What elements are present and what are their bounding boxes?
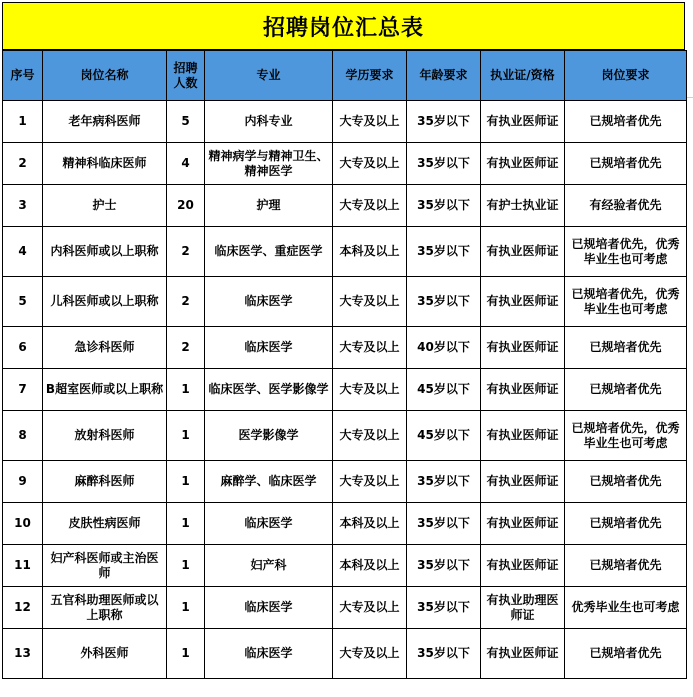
row-count: 20 xyxy=(167,185,205,227)
row-position: 护士 xyxy=(43,185,167,227)
table-row xyxy=(3,143,687,185)
row-position: 儿科医师或以上职称 xyxy=(43,277,167,327)
table-row xyxy=(3,327,687,369)
row-education: 本科及以上 xyxy=(333,227,407,277)
row-major: 精神病学与精神卫生、精神医学 xyxy=(205,143,333,185)
row-count: 1 xyxy=(167,369,205,411)
header-requirement: 岗位要求 xyxy=(565,51,687,101)
row-major: 妇产科 xyxy=(205,545,333,587)
table-row xyxy=(3,461,687,503)
row-age: 40岁以下 xyxy=(407,327,481,369)
table-row xyxy=(3,101,687,143)
sheet-title: 招聘岗位汇总表 xyxy=(262,15,424,41)
table-row xyxy=(3,227,687,277)
row-major: 临床医学、医学影像学 xyxy=(205,369,333,411)
row-requirement: 有经验者优先 xyxy=(565,185,687,227)
row-age: 35岁以下 xyxy=(407,545,481,587)
header-position: 岗位名称 xyxy=(43,51,167,101)
row-position: 精神科临床医师 xyxy=(43,143,167,185)
row-no: 10 xyxy=(3,503,43,545)
row-education: 本科及以上 xyxy=(333,545,407,587)
row-license: 有护士执业证 xyxy=(481,185,565,227)
row-age: 35岁以下 xyxy=(407,587,481,629)
table-row xyxy=(3,411,687,461)
row-no: 6 xyxy=(3,327,43,369)
table-row xyxy=(3,503,687,545)
header-no: 序号 xyxy=(3,51,43,101)
row-position: 五官科助理医师或以上职称 xyxy=(43,587,167,629)
row-license: 有执业医师证 xyxy=(481,143,565,185)
row-education: 大专及以上 xyxy=(333,185,407,227)
row-major: 临床医学 xyxy=(205,277,333,327)
row-license: 有执业医师证 xyxy=(481,277,565,327)
row-major: 临床医学 xyxy=(205,503,333,545)
row-age: 35岁以下 xyxy=(407,185,481,227)
row-count: 1 xyxy=(167,629,205,679)
row-no: 11 xyxy=(3,545,43,587)
row-license: 有执业医师证 xyxy=(481,411,565,461)
row-requirement: 已规培者优先 xyxy=(565,629,687,679)
row-no: 2 xyxy=(3,143,43,185)
row-license: 有执业医师证 xyxy=(481,503,565,545)
row-no: 3 xyxy=(3,185,43,227)
row-major: 护理 xyxy=(205,185,333,227)
row-requirement: 已规培者优先 xyxy=(565,101,687,143)
row-age: 35岁以下 xyxy=(407,277,481,327)
row-position: 急诊科医师 xyxy=(43,327,167,369)
row-count: 1 xyxy=(167,503,205,545)
row-no: 4 xyxy=(3,227,43,277)
row-requirement: 已规培者优先 xyxy=(565,545,687,587)
row-education: 大专及以上 xyxy=(333,101,407,143)
row-no: 12 xyxy=(3,587,43,629)
table-row xyxy=(3,629,687,679)
positions-table xyxy=(2,50,687,679)
row-major: 临床医学 xyxy=(205,587,333,629)
row-major: 麻醉学、临床医学 xyxy=(205,461,333,503)
row-no: 8 xyxy=(3,411,43,461)
row-license: 有执业医师证 xyxy=(481,227,565,277)
row-requirement: 已规培者优先 xyxy=(565,503,687,545)
row-age: 45岁以下 xyxy=(407,369,481,411)
row-major: 临床医学、重症医学 xyxy=(205,227,333,277)
row-requirement: 已规培者优先，优秀毕业生也可考虑 xyxy=(565,277,687,327)
row-education: 大专及以上 xyxy=(333,629,407,679)
row-count: 2 xyxy=(167,227,205,277)
row-license: 有执业助理医师证 xyxy=(481,587,565,629)
row-age: 35岁以下 xyxy=(407,629,481,679)
row-requirement: 已规培者优先，优秀毕业生也可考虑 xyxy=(565,411,687,461)
row-count: 1 xyxy=(167,411,205,461)
header-age: 年龄要求 xyxy=(407,51,481,101)
title-bar xyxy=(2,2,685,50)
header-major: 专业 xyxy=(205,51,333,101)
row-position: 外科医师 xyxy=(43,629,167,679)
row-license: 有执业医师证 xyxy=(481,327,565,369)
row-count: 1 xyxy=(167,461,205,503)
row-position: 内科医师或以上职称 xyxy=(43,227,167,277)
row-count: 1 xyxy=(167,587,205,629)
row-age: 35岁以下 xyxy=(407,461,481,503)
row-no: 1 xyxy=(3,101,43,143)
row-no: 9 xyxy=(3,461,43,503)
row-education: 大专及以上 xyxy=(333,461,407,503)
row-education: 大专及以上 xyxy=(333,411,407,461)
row-license: 有执业医师证 xyxy=(481,369,565,411)
table-row xyxy=(3,369,687,411)
row-license: 有执业医师证 xyxy=(481,101,565,143)
header-license: 执业证/资格 xyxy=(481,51,565,101)
row-requirement: 已规培者优先，优秀毕业生也可考虑 xyxy=(565,227,687,277)
row-age: 35岁以下 xyxy=(407,227,481,277)
row-requirement: 已规培者优先 xyxy=(565,327,687,369)
row-age: 35岁以下 xyxy=(407,101,481,143)
row-education: 大专及以上 xyxy=(333,587,407,629)
row-position: 皮肤性病医师 xyxy=(43,503,167,545)
row-major: 内科专业 xyxy=(205,101,333,143)
table-row xyxy=(3,545,687,587)
table-row xyxy=(3,185,687,227)
table-body xyxy=(3,101,687,679)
row-education: 大专及以上 xyxy=(333,327,407,369)
header-row xyxy=(3,51,687,101)
row-position: 麻醉科医师 xyxy=(43,461,167,503)
row-no: 5 xyxy=(3,277,43,327)
row-age: 35岁以下 xyxy=(407,503,481,545)
row-no: 13 xyxy=(3,629,43,679)
header-edge-line xyxy=(686,50,693,98)
row-major: 临床医学 xyxy=(205,629,333,679)
table-row xyxy=(3,587,687,629)
row-education: 本科及以上 xyxy=(333,503,407,545)
row-no: 7 xyxy=(3,369,43,411)
row-position: 老年病科医师 xyxy=(43,101,167,143)
row-position: 妇产科医师或主治医师 xyxy=(43,545,167,587)
row-position: 放射科医师 xyxy=(43,411,167,461)
row-count: 1 xyxy=(167,545,205,587)
row-requirement: 已规培者优先 xyxy=(565,369,687,411)
header-education: 学历要求 xyxy=(333,51,407,101)
row-count: 2 xyxy=(167,277,205,327)
row-count: 5 xyxy=(167,101,205,143)
row-license: 有执业医师证 xyxy=(481,629,565,679)
row-major: 临床医学 xyxy=(205,327,333,369)
row-major: 医学影像学 xyxy=(205,411,333,461)
row-requirement: 已规培者优先 xyxy=(565,461,687,503)
row-age: 35岁以下 xyxy=(407,143,481,185)
row-count: 2 xyxy=(167,327,205,369)
row-license: 有执业医师证 xyxy=(481,461,565,503)
row-position: B超室医师或以上职称 xyxy=(43,369,167,411)
row-requirement: 优秀毕业生也可考虑 xyxy=(565,587,687,629)
row-age: 45岁以下 xyxy=(407,411,481,461)
row-education: 大专及以上 xyxy=(333,143,407,185)
row-education: 大专及以上 xyxy=(333,277,407,327)
table-row xyxy=(3,277,687,327)
row-license: 有执业医师证 xyxy=(481,545,565,587)
row-requirement: 已规培者优先 xyxy=(565,143,687,185)
row-education: 大专及以上 xyxy=(333,369,407,411)
header-count: 招聘人数 xyxy=(167,51,205,101)
row-count: 4 xyxy=(167,143,205,185)
